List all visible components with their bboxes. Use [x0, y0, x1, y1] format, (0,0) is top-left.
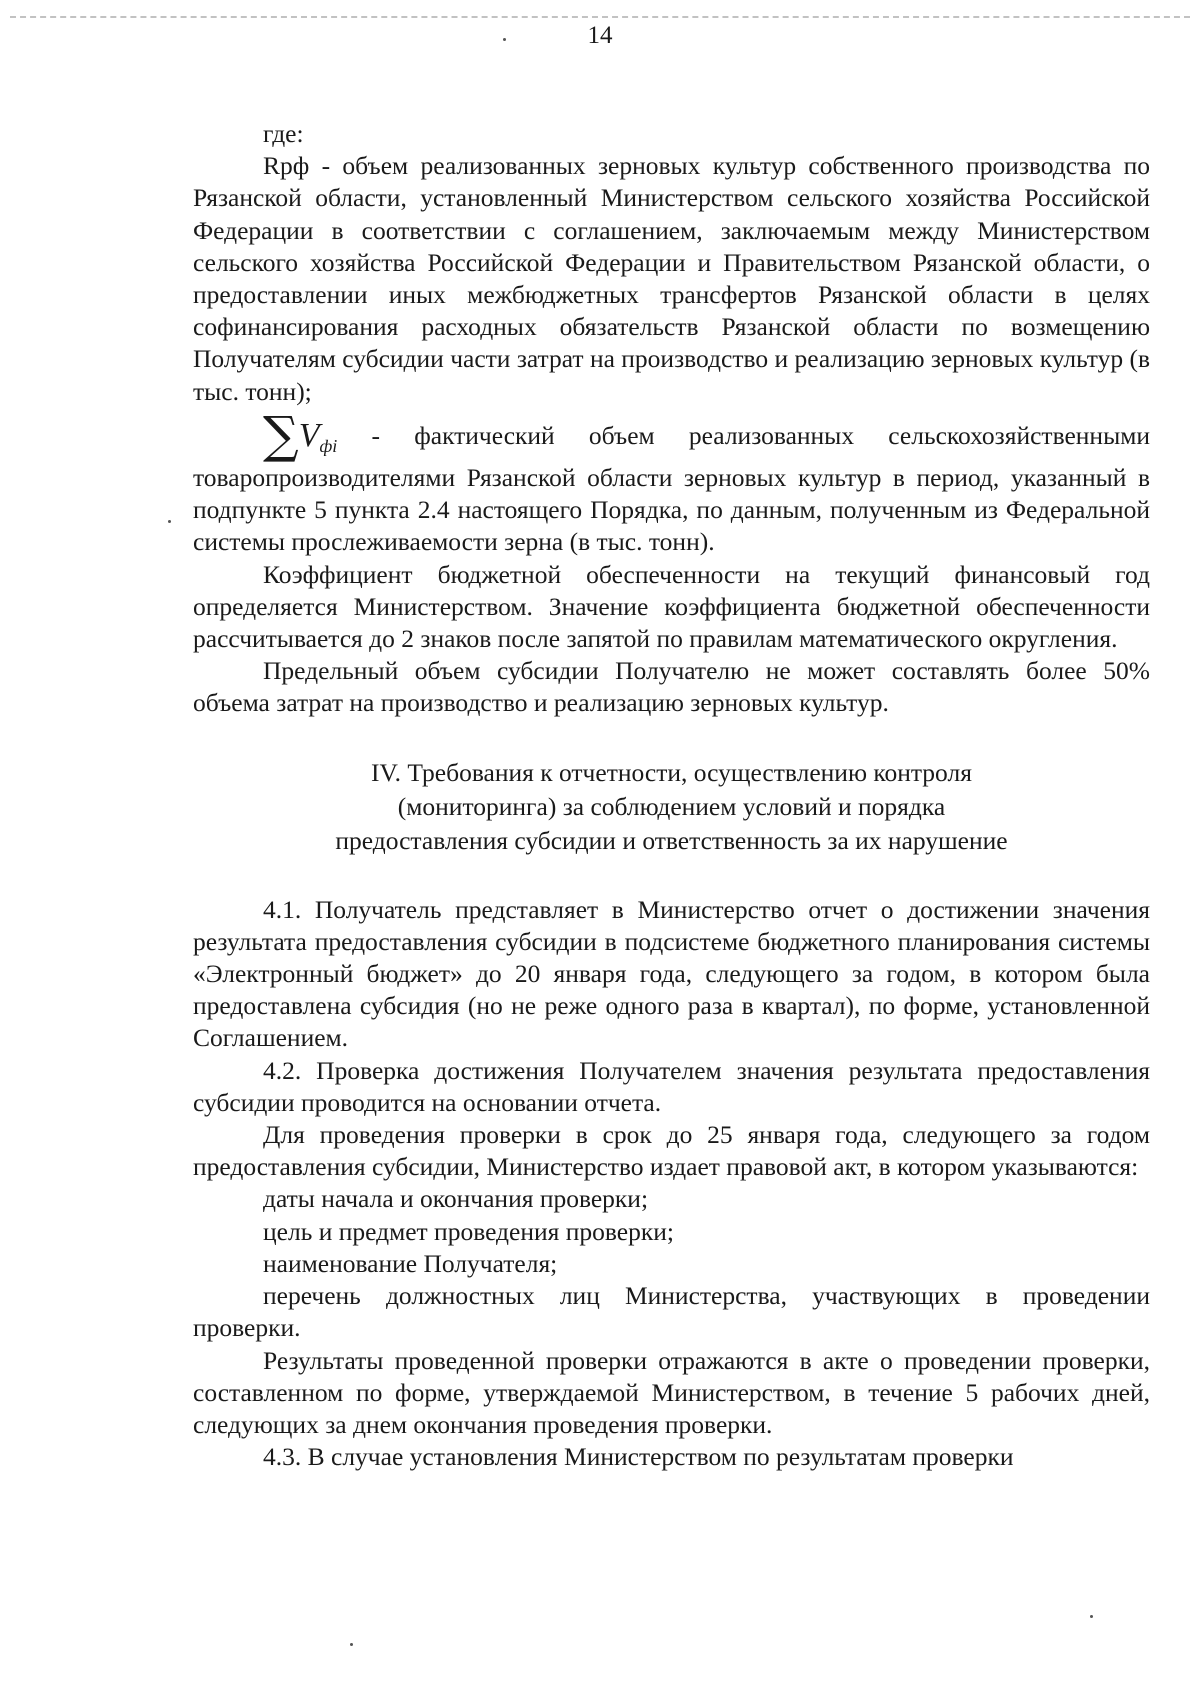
scan-speck [350, 1643, 353, 1646]
where-label: где: [263, 119, 304, 148]
definition-sum-text: - фактический объем реализованных сельскохозяйственными товаропроизводителями Рязанской области зерновых культур в период, указанный в подпункте 5 пункта 2.4 настоящего Порядка, по данным, полученным из Федеральной системы прослеживаемости зерна (в тыс. тонн). [193, 420, 1150, 557]
paragraph-4-2: 4.2. Проверка достижения Получателем значения результата предоставления субсидии проводится на основании отчета. [193, 1055, 1150, 1117]
definition-rrf: Rрф - объем реализованных зерновых культур собственного производства по Рязанской области, установленный Министерством сельского хозяйства Российской Федерации в соответствии с соглашением, заключаемым между Министерством сельского хозяйства Российской Федерации и Правительством Рязанской области, о предоставлении иных межбюджетных трансфертов Рязанской области в целях софинансирования расходных обязательств Рязанской области по возмещению Получателям субсидии части затрат на производство и реализацию зерновых культур (в тыс. тонн); [193, 151, 1150, 406]
coefficient-paragraph: Коэффициент бюджетной обеспеченности на текущий финансовый год определяется Министерством. Значение коэффициента бюджетной обеспеченности рассчитывается до 2 знаков после запятой по правилам математического округления. [193, 559, 1150, 654]
sigma-symbol: ∑ [263, 405, 299, 464]
formula-subscript: фi [319, 435, 338, 456]
results-paragraph: Результаты проведенной проверки отражаются в акте о проведении проверки, составленном по форме, утверждаемой Министерством, в течение 5 рабочих дней, следующих за днем окончания проведения проверки. [193, 1345, 1150, 1439]
scan-speck [503, 38, 506, 41]
list-item-dates: даты начала и окончания проверки; [263, 1184, 649, 1214]
page-number: 14 [587, 22, 613, 49]
paragraph-4-3: 4.3. В случае установления Министерством по результатам проверки [263, 1442, 1014, 1472]
limit-paragraph: Предельный объем субсидии Получателю не может составлять более 50% объема затрат на производство и реализацию зерновых культур. [193, 656, 1150, 718]
scan-edge-line [10, 16, 1190, 18]
formula-variable: V [298, 416, 320, 454]
scan-speck [168, 520, 171, 523]
section-heading-line-1: IV. Требования к отчетности, осуществлению контроля [371, 757, 972, 787]
list-item-officials: перечень должностных лиц Министерства, участвующих в проведении проверки. [193, 1281, 1150, 1343]
document-body [193, 118, 1150, 1473]
list-item-goal: цель и предмет проведения проверки; [263, 1216, 674, 1246]
scan-speck [1090, 1615, 1093, 1618]
definition-sum-v [193, 405, 1150, 559]
paragraph-4-1: 4.1. Получатель представляет в Министерство отчет о достижении значения результата предоставления субсидии в подсистеме бюджетного планирования системы «Электронный бюджет» до 20 января года, следующего за годом, в котором была предоставлена субсидия (но не реже одного раза в квартал), по форме, установленной Соглашением. [193, 894, 1150, 1053]
section-heading-line-2: (мониторинга) за соблюдением условий и порядка [397, 791, 946, 821]
section-heading [193, 756, 1150, 858]
list-item-name: наименование Получателя; [263, 1248, 558, 1278]
sum-formula [263, 405, 338, 464]
paragraph-4-2-check: Для проведения проверки в срок до 25 января года, следующего за годом предоставления субсидии, Министерство издает правовой акт, в котором указываются: [193, 1120, 1150, 1182]
section-heading-line-3: предоставления субсидии и ответственность за их нарушение [335, 825, 1008, 855]
